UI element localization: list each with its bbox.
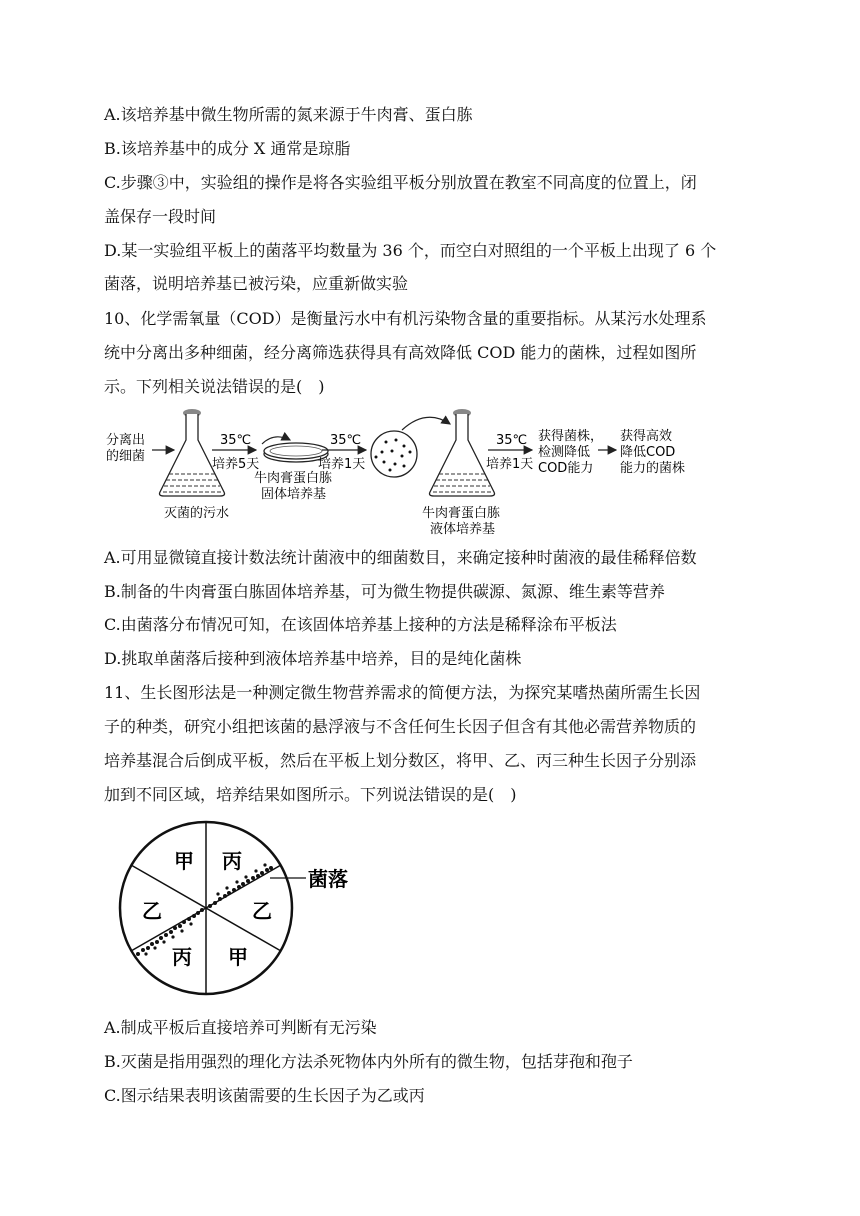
q10-option-a: A.可用显微镜直接计数法统计菌液中的细菌数目，来确定接种时菌液的最佳稀释倍数: [104, 548, 697, 567]
q10-option-b: B.制备的牛肉膏蛋白胨固体培养基，可为微生物提供碳源、氮源、维生素等营养: [104, 582, 665, 601]
q11-stem-line2: 子的种类，研究小组把该菌的悬浮液与不含任何生长因子但含有其他必需营养物质的: [104, 717, 697, 736]
q11-stem-line4: 加到不同区域，培养结果如图所示。下列说法错误的是( ): [104, 785, 517, 804]
q9-option-d-line2: 菌落，说明培养基已被污染，应重新做实验: [104, 274, 409, 293]
q10-option-d: D.挑取单菌落后接种到液体培养基中培养，目的是纯化菌株: [104, 649, 522, 668]
time-1: 培养5天: [212, 457, 260, 472]
q10-stem-line1: 10、化学需氧量（COD）是衡量污水中有机污染物含量的重要指标。从某污水处理系: [104, 309, 707, 328]
result-1-line3: COD能力: [538, 461, 594, 476]
result-2-line1: 获得高效: [620, 429, 673, 444]
result-2-line3: 能力的菌株: [620, 461, 686, 476]
region-bing-bottom: 丙: [172, 945, 192, 969]
q10-option-c: C.由菌落分布情况可知，在该固体培养基上接种的方法是稀释涂布平板法: [104, 615, 617, 634]
sterile-sewage-flask: [160, 409, 225, 496]
q9-option-b: B.该培养基中的成分 X 通常是琼脂: [104, 139, 351, 158]
colony-label: 菌落: [308, 867, 348, 891]
temp-2: 35℃: [330, 433, 362, 448]
time-3: 培养1天: [486, 457, 534, 472]
q11-option-a: A.制成平板后直接培养可判断有无污染: [104, 1018, 377, 1037]
q11-option-c: C.图示结果表明该菌需要的生长因子为乙或丙: [104, 1086, 425, 1105]
region-jia-bottom: 甲: [228, 945, 248, 969]
q10-process-figure: [104, 404, 704, 538]
region-jia-top: 甲: [174, 849, 194, 873]
q9-option-c-line1: C.步骤③中，实验组的操作是将各实验组平板分别放置在教室不同高度的位置上，闭: [104, 173, 697, 192]
temp-1: 35℃: [220, 433, 252, 448]
result-2-line2: 降低COD: [620, 445, 676, 460]
time-2: 培养1天: [318, 457, 366, 472]
liquid-medium-label-2: 液体培养基: [430, 522, 496, 537]
source-bacteria-label: 分离出: [106, 433, 146, 448]
sterile-sewage-label: 灭菌的污水: [164, 506, 230, 521]
q9-option-a: A.该培养基中微生物所需的氮来源于牛肉膏、蛋白胨: [104, 105, 473, 124]
temp-3: 35℃: [496, 433, 528, 448]
q9-option-c-line2: 盖保存一段时间: [104, 207, 217, 226]
arrow-pick-colony: [402, 417, 450, 430]
liquid-medium-flask: [430, 409, 495, 496]
q11-option-b: B.灭菌是指用强烈的理化方法杀死物体内外所有的微生物，包括芽孢和孢子: [104, 1052, 633, 1071]
region-yi-right: 乙: [252, 899, 272, 923]
colony-plate: [371, 431, 417, 477]
q10-stem-line3: 示。下列相关说法错误的是( ): [104, 377, 325, 396]
q9-option-d-line1: D.某一实验组平板上的菌落平均数量为 36 个，而空白对照组的一个平板上出现了 6 个: [104, 241, 717, 260]
result-1-line2: 检测降低: [538, 445, 591, 460]
region-yi-left: 乙: [142, 899, 162, 923]
source-bacteria-label-2: 的细菌: [106, 449, 146, 464]
q11-stem-line1: 11、生长图形法是一种测定微生物营养需求的简便方法，为探究某嗜热菌所需生长因: [104, 683, 701, 702]
q11-growth-plate-figure: [110, 820, 370, 1004]
q10-stem-line2: 统中分离出多种细菌，经分离筛选获得具有高效降低 COD 能力的菌株，过程如图所: [104, 343, 697, 362]
liquid-medium-label: 牛肉膏蛋白胨: [422, 506, 501, 521]
solid-medium-label-2: 固体培养基: [261, 487, 327, 502]
region-bing-top: 丙: [222, 849, 242, 873]
result-1-line1: 获得菌株，: [538, 429, 604, 444]
solid-medium-label: 牛肉膏蛋白胨: [254, 471, 333, 486]
q11-stem-line3: 培养基混合后倒成平板，然后在平板上划分数区，将甲、乙、丙三种生长因子分别添: [104, 751, 697, 770]
